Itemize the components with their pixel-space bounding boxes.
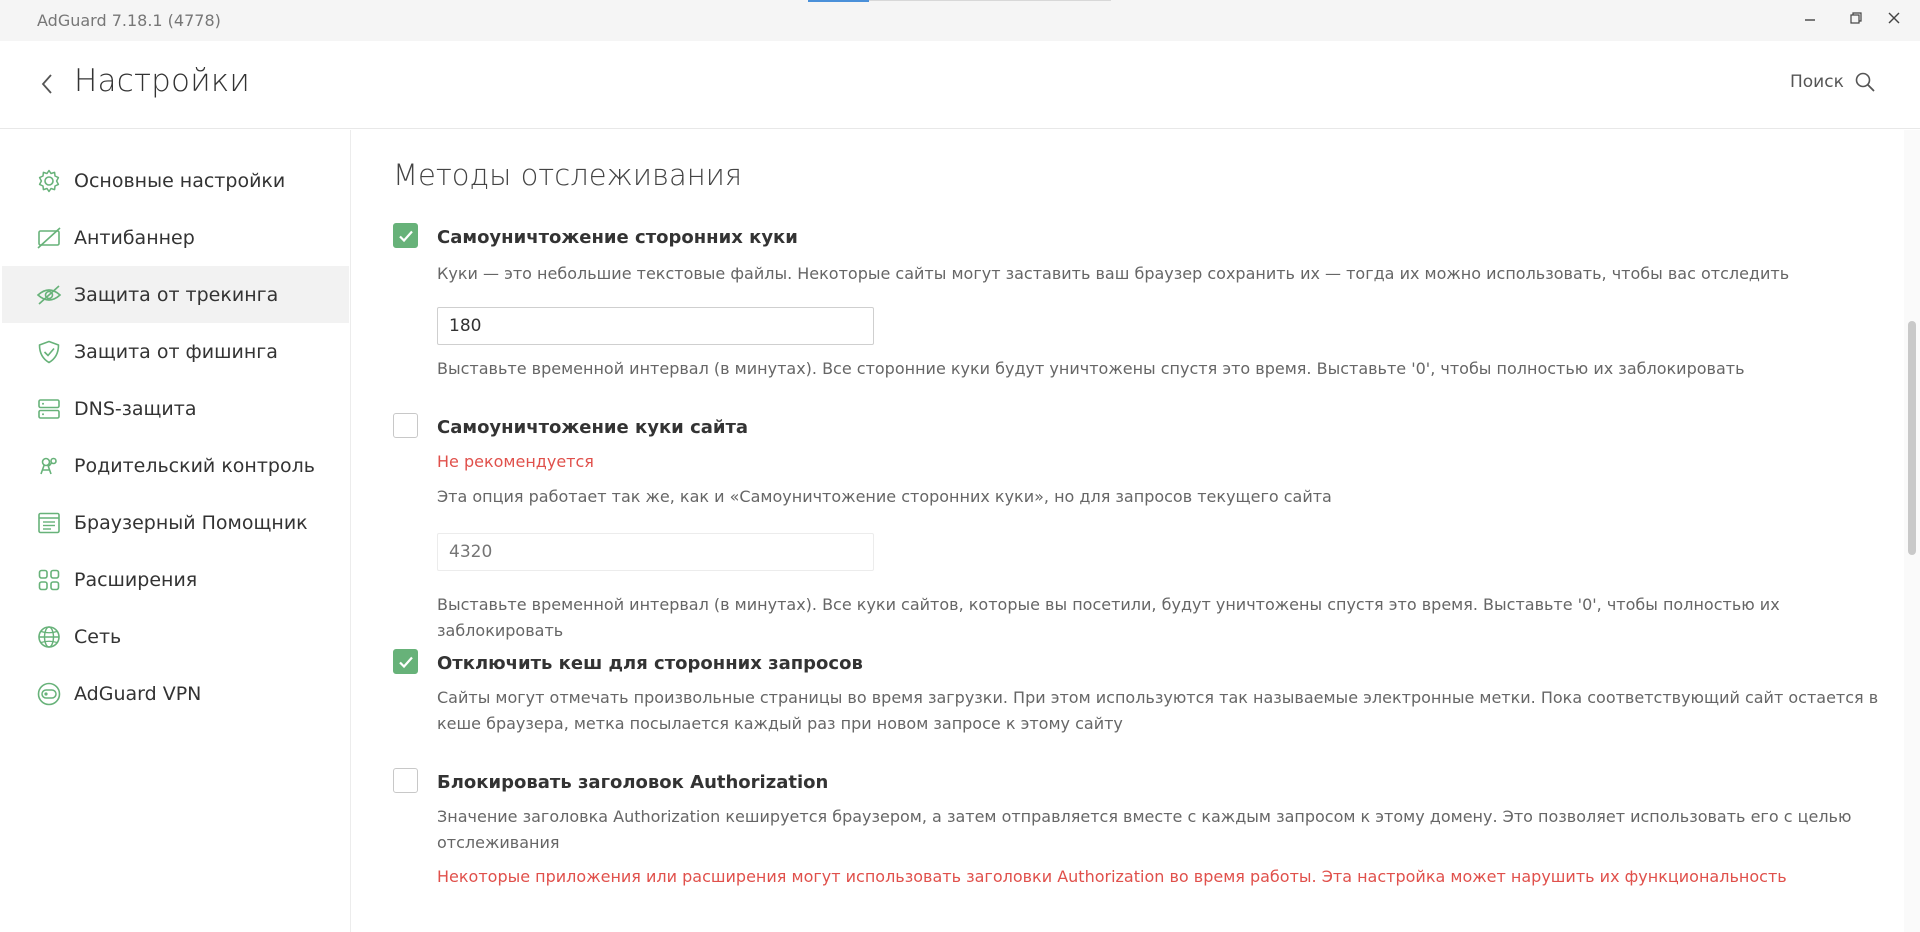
gear-icon — [35, 167, 63, 195]
sidebar-item-label: Расширения — [74, 568, 198, 591]
vpn-icon — [35, 680, 63, 708]
title-bar — [0, 0, 1920, 41]
grid-icon — [35, 566, 63, 594]
restore-icon — [1850, 12, 1862, 24]
toy-icon — [35, 452, 63, 480]
close-button[interactable] — [1874, 4, 1914, 32]
minimize-button[interactable] — [1790, 4, 1830, 32]
page-title: Настройки — [74, 63, 251, 99]
option-description: Куки — это небольшие текстовые файлы. Некоторые сайты могут заставить ваш браузер сохранить их — тогда их можно использовать, чтобы вас отследить — [437, 264, 1790, 283]
minimize-icon — [1804, 12, 1816, 24]
sidebar-item-label: Антибаннер — [74, 226, 195, 249]
search-button[interactable] — [1790, 71, 1876, 93]
option-description: Значение заголовка Authorization кешируется браузером, а затем отправляется вместе с каждым запросом к этому домену. Это позволяет использовать его с целью отслеживания — [437, 807, 1852, 852]
sidebar-item-adguard-vpn[interactable] — [2, 665, 349, 722]
sidebar-item-label: Родительский контроль — [74, 454, 315, 477]
checkmark-icon — [398, 655, 414, 669]
page-header — [0, 41, 1920, 129]
sidebar-item-extensions[interactable] — [2, 551, 349, 608]
eye-crossed-icon — [35, 281, 63, 309]
input-hint: Выставьте временной интервал (в минутах). Все сторонние куки будут уничтожены спустя это время. Выставьте '0', чтобы полностью их заблокировать — [437, 359, 1745, 378]
chevron-left-icon — [40, 73, 54, 95]
sidebar-item-label: Браузерный Помощник — [74, 511, 308, 534]
ad-block-icon — [35, 224, 63, 252]
settings-panel — [352, 130, 1904, 932]
server-icon — [35, 395, 63, 423]
sidebar-item-browser-assistant[interactable] — [2, 494, 349, 551]
third-party-cookies-interval-input[interactable] — [437, 307, 874, 345]
sidebar-item-label: Основные настройки — [74, 169, 286, 192]
sidebar-item-antibanner[interactable] — [2, 209, 349, 266]
first-party-cookies-checkbox[interactable] — [393, 413, 418, 438]
browser-icon — [35, 509, 63, 537]
tab-divider — [869, 0, 1111, 1]
sidebar-item-label: Защита от трекинга — [74, 283, 279, 306]
sidebar-item-general[interactable] — [2, 152, 349, 209]
tab-indicator — [808, 0, 869, 2]
input-hint: Выставьте временной интервал (в минутах). Все куки сайтов, которые вы посетили, будут уничтожены спустя это время. Выставьте '0', чтобы полностью их заблокировать — [437, 595, 1780, 640]
sidebar — [0, 130, 351, 932]
app-title: AdGuard 7.18.1 (4778) — [37, 11, 221, 30]
search-icon — [1854, 71, 1876, 93]
globe-icon — [35, 623, 63, 651]
scrollbar-thumb[interactable] — [1908, 321, 1916, 555]
warning-text: Не рекомендуется — [437, 452, 594, 471]
close-icon — [1888, 12, 1900, 24]
option-title: Самоуничтожение куки сайта — [437, 417, 749, 438]
sidebar-item-label: AdGuard VPN — [74, 682, 202, 705]
option-title: Отключить кеш для сторонних запросов — [437, 653, 863, 674]
scrollbar[interactable] — [1904, 130, 1920, 932]
sidebar-item-label: DNS-защита — [74, 397, 197, 420]
checkmark-icon — [398, 229, 414, 243]
section-title: Методы отслеживания — [393, 158, 742, 192]
option-title: Блокировать заголовок Authorization — [437, 772, 829, 793]
restore-button[interactable] — [1836, 4, 1876, 32]
sidebar-item-dns-protection[interactable] — [2, 380, 349, 437]
option-description: Сайты могут отмечать произвольные страницы во время загрузки. При этом используются так называемые электронные метки. Пока соответствующий сайт остается в кеше браузера, метка посылается каждый раз при новом запросе к этому сайту — [437, 688, 1879, 733]
search-label: Поиск — [1790, 72, 1844, 92]
sidebar-item-label: Сеть — [74, 625, 122, 648]
first-party-cookies-interval-input[interactable] — [437, 533, 874, 571]
disable-cache-checkbox[interactable] — [393, 649, 418, 674]
option-title: Самоуничтожение сторонних куки — [437, 227, 798, 248]
sidebar-item-tracking-protection[interactable] — [2, 266, 349, 323]
sidebar-item-network[interactable] — [2, 608, 349, 665]
third-party-cookies-checkbox[interactable] — [393, 223, 418, 248]
sidebar-item-label: Защита от фишинга — [74, 340, 278, 363]
back-button[interactable] — [34, 71, 60, 97]
shield-check-icon — [35, 338, 63, 366]
block-authorization-header-checkbox[interactable] — [393, 768, 418, 793]
sidebar-item-phishing-protection[interactable] — [2, 323, 349, 380]
sidebar-item-parental-control[interactable] — [2, 437, 349, 494]
warning-text: Некоторые приложения или расширения могут использовать заголовки Authorization во время работы. Эта настройка может нарушить их функциональность — [437, 867, 1787, 886]
option-description: Эта опция работает так же, как и «Самоуничтожение сторонних куки», но для запросов текущего сайта — [437, 487, 1332, 506]
